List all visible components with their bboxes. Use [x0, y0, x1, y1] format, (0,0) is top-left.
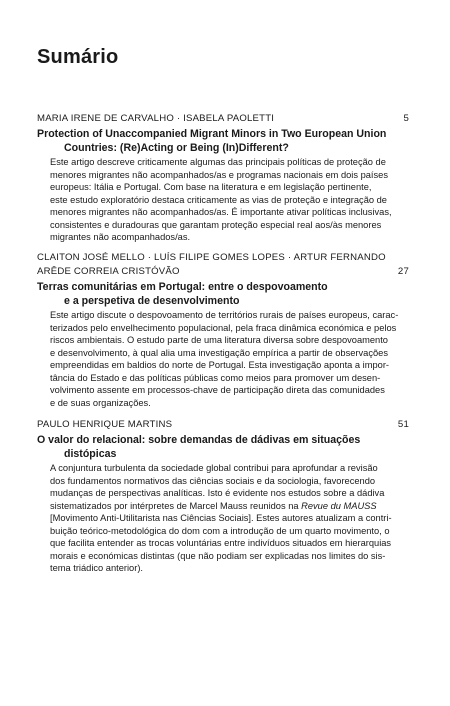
entry-title-line: Terras comunitárias em Portugal: entre o despovoamento	[37, 281, 328, 293]
entry-title-line: e a perspetiva de desenvolvimento	[64, 295, 240, 307]
entry-title	[37, 280, 409, 308]
entry-page-number: 51	[397, 419, 409, 430]
abstract-line: empreendidas em baldios do norte de Portugal. Esta investigação aponta a impor-	[50, 360, 390, 370]
abstract-line: europeus: Itália e Portugal. Com base na literatura e em legislação pertinente,	[50, 182, 372, 192]
abstract-line: morais e económicas distintas (que não podiam ser explicadas nos limites do sis-	[50, 550, 386, 561]
abstract-text: sistematizados por intérpretes de Marcel Mauss reunidos na	[50, 500, 302, 511]
abstract-line: tância do Estado e das políticas públicas como meios para promover um desen-	[50, 372, 381, 383]
abstract-line: menores migrantes não acompanhados/as. É importante ativar políticas inclusivas,	[50, 207, 392, 217]
toc-entry	[37, 251, 409, 409]
abstract-line: e desenvolvimento, à qual alia uma investigação empírica a partir de observações	[50, 347, 388, 358]
abstract-line: menores migrantes não acompanhados/as e programas nacionais em dois países	[50, 169, 388, 180]
entry-authors: MARIA IRENE DE CARVALHO · ISABELA PAOLETTI	[37, 113, 275, 124]
abstract-line: tema triádico anterior).	[50, 563, 144, 573]
entry-title-line: Protection of Unaccompanied Migrant Minors in Two European Union	[37, 128, 387, 140]
abstract-line: riscos ambientais. O estudo parte de uma literatura diversa sobre despovoamento	[50, 335, 388, 345]
abstract-line: mudanças de perspectivas analíticas. Isto é evidente nos estudos sobre a dádiva	[50, 488, 385, 498]
abstract-line: terizados pelo envelhecimento populacional, pela fraca dinâmica económica e pelos	[50, 322, 397, 333]
abstract-line: [Movimento Anti-Utilitarista nas Ciências Sociais]. Estes autores atualizam a contri-	[50, 513, 392, 523]
abstract-line: buição teórico-metodológica do dom com a introdução de um quarto movimento, o	[50, 525, 390, 536]
abstract-line: este estudo exploratório destaca criticamente as vias de proteção e integração de	[50, 194, 387, 205]
abstract-line: migrantes não acompanhados/as.	[50, 232, 191, 242]
entry-title	[37, 433, 409, 461]
entry-authors: CLAITON JOSÉ MELLO · LUÍS FILIPE GOMES LOPES · ARTUR FERNANDO	[37, 252, 386, 263]
abstract-line: Este artigo discute o despovoamento de territórios rurais de países europeus, carac-	[50, 310, 399, 320]
abstract-line: e de suas organizações.	[50, 397, 151, 408]
journal-name: Revue du MAUSS	[301, 500, 377, 511]
entry-title-line: distópicas	[64, 448, 117, 460]
abstract-line	[50, 500, 409, 513]
entry-page-number: 5	[403, 113, 409, 124]
entry-title	[37, 127, 409, 155]
entry-authors: PAULO HENRIQUE MARTINS	[37, 419, 173, 430]
entry-abstract	[37, 156, 409, 244]
abstract-line: que facilita entender as trocas voluntárias entre indivíduos situados em hierarquias	[50, 538, 392, 548]
entry-authors-row	[37, 112, 409, 126]
abstract-line: Este artigo descreve criticamente algumas das principais políticas de proteção de	[50, 157, 386, 167]
entry-abstract	[37, 309, 409, 409]
entry-title-line: O valor do relacional: sobre demandas de dádivas em situações	[37, 434, 361, 446]
entry-authors-row	[37, 418, 409, 432]
entry-authors-row	[37, 265, 409, 279]
entry-abstract	[37, 462, 409, 575]
page-title: Sumário	[37, 46, 119, 68]
entry-title-line: Countries: (Re)Acting or Being (In)Different?	[64, 142, 289, 154]
abstract-line: A conjuntura turbulenta da sociedade global contribui para aprofundar a revisão	[50, 463, 378, 473]
entry-authors: ARÊDE CORREIA CRISTÓVÃO	[37, 266, 180, 277]
abstract-line: volvimento assente em processos-chave de participação direta das comunidades	[50, 385, 385, 395]
abstract-line: consistentes e duradouras que garantam proteção especial real aos/às menores	[50, 219, 382, 230]
toc-entry	[37, 112, 409, 244]
entry-page-number: 27	[397, 266, 409, 277]
abstract-line: dos fundamentos normativos das ciências sociais e da sociologia, favorecendo	[50, 475, 376, 486]
toc-entry	[37, 418, 409, 575]
